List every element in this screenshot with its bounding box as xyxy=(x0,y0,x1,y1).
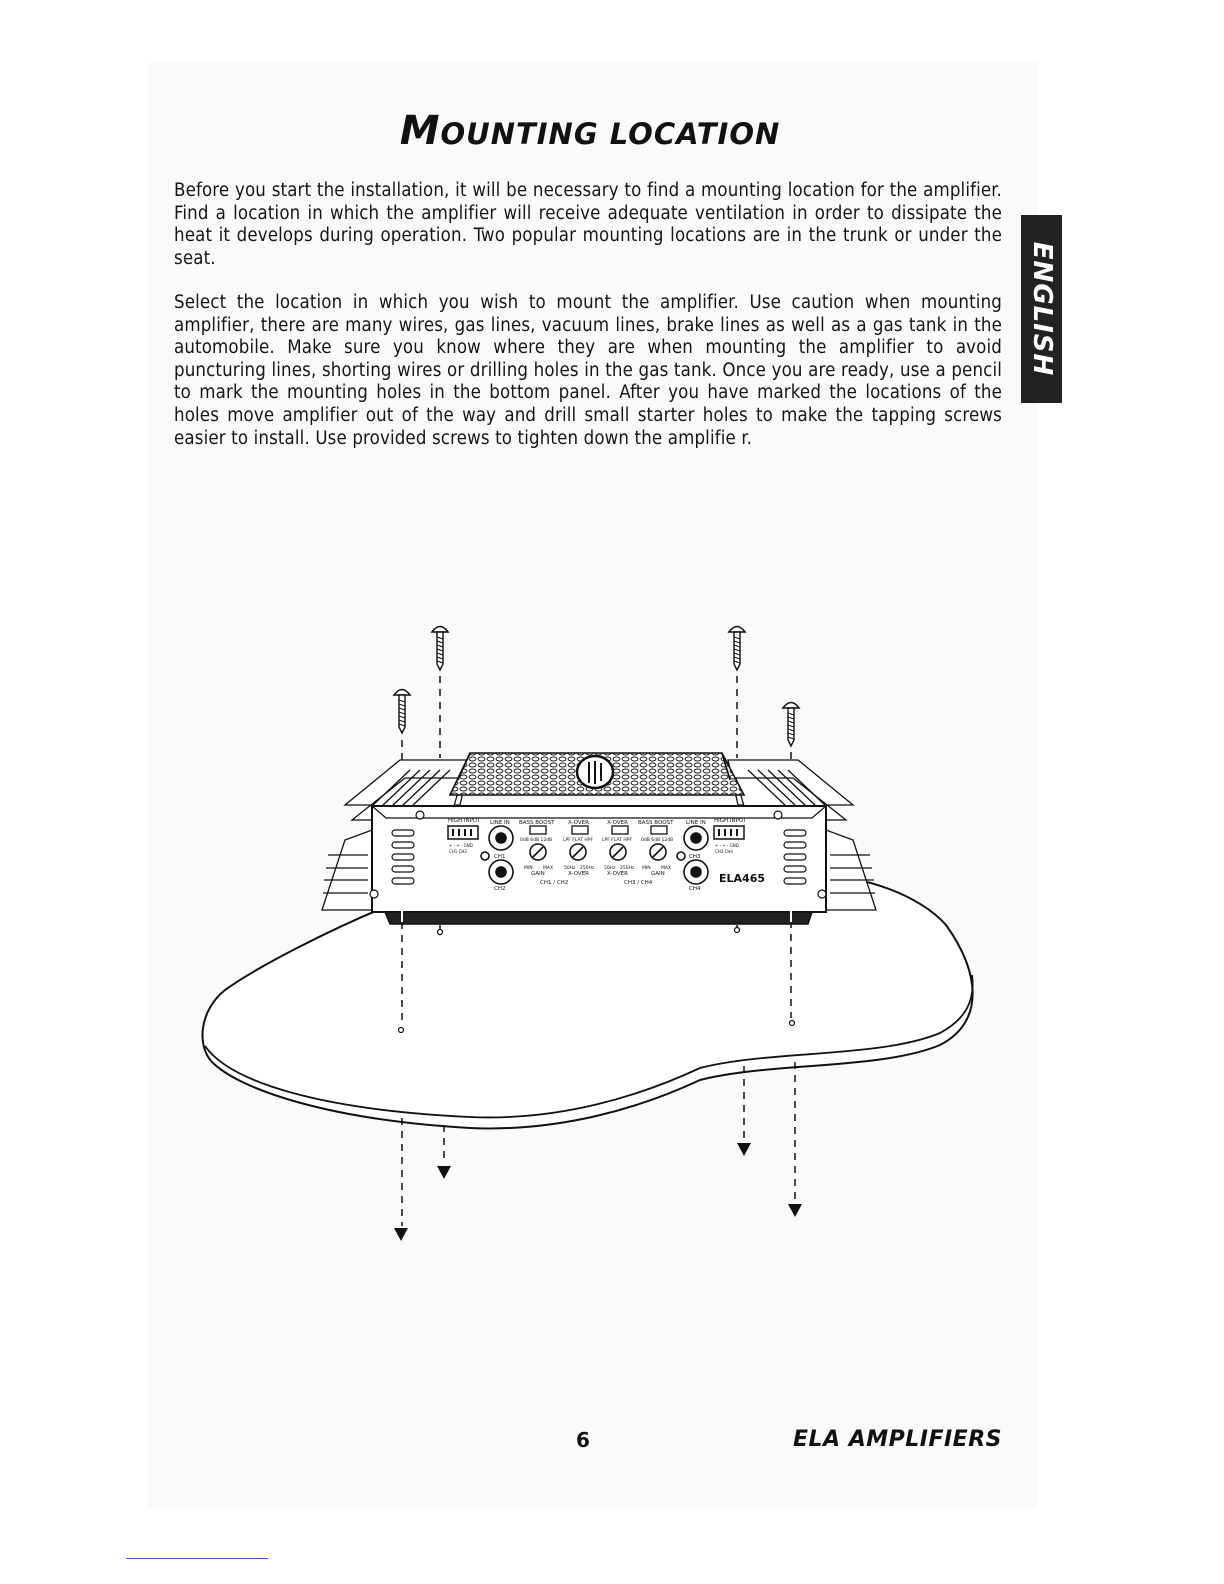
amp-base xyxy=(385,912,812,924)
intro-paragraph: Before you start the installation, it will be necessary to find a mounting location for the amplifier. Find a location in which the amplifier will receive adequate ventilation in order to dissipate the heat it develops during operation. Two popular mounting locations are in the trunk or under the seat. xyxy=(174,180,1002,269)
gain-label-left: GAIN xyxy=(531,871,545,877)
bass-boost-range-right: 0dB 6dB 12dB xyxy=(641,838,674,843)
underline-link-mark xyxy=(126,1558,268,1559)
high-input-label-right: HIGH INPUT xyxy=(714,818,747,824)
arrow-down-icon xyxy=(394,1228,408,1241)
arrow-down-icon xyxy=(437,1166,451,1179)
high-input-channels-left: CH1 CH2 xyxy=(449,849,467,854)
filter-modes-left: LPF FLAT HPF xyxy=(563,838,594,843)
xover-freq-low-right: 50Hz xyxy=(604,866,616,871)
bass-boost-label-right: BASS BOOST xyxy=(638,820,674,826)
gain-label-right: GAIN xyxy=(651,871,665,877)
ch34-group-label: CH3 / CH4 xyxy=(624,880,653,886)
page-title-initial: M xyxy=(399,108,441,154)
bass-boost-range-left: 0dB 6dB 12dB xyxy=(520,838,553,843)
filter-modes-right: LPF FLAT HPF xyxy=(602,838,633,843)
page-title-rest: OUNTING LOCATION xyxy=(440,117,781,151)
ch3-label: CH3 xyxy=(689,854,701,860)
ch1-label: CH1 xyxy=(494,854,506,860)
arrow-down-icon xyxy=(737,1143,751,1156)
xover-label-left: X-OVER xyxy=(568,820,589,826)
xover-knob-label-right: X-OVER xyxy=(607,871,628,877)
gain-max-right: MAX xyxy=(661,866,672,871)
line-in-label-right: LINE IN xyxy=(686,820,706,826)
xover-knob-label-left: X-OVER xyxy=(568,871,589,877)
ch12-group-label: CH1 / CH2 xyxy=(540,880,569,886)
screw-icon xyxy=(432,627,448,671)
screw-icon xyxy=(729,627,745,671)
ch4-label: CH4 xyxy=(689,886,701,892)
xover-freq-low-left: 50Hz xyxy=(564,866,576,871)
model-label: ELA465 xyxy=(719,872,765,885)
front-panel xyxy=(372,806,826,912)
high-input-terminals-right: + - + - GND xyxy=(715,843,739,848)
page-number: 6 xyxy=(576,1428,590,1452)
screw-icon xyxy=(394,690,410,734)
gain-min-left: MIN xyxy=(524,866,533,871)
xover-freq-high-left: 250Hz xyxy=(580,866,595,871)
amplifier xyxy=(322,753,876,924)
arrow-down-icon xyxy=(788,1204,802,1217)
screw-icon xyxy=(783,703,799,747)
line-in-label-left: LINE IN xyxy=(490,820,510,826)
gain-max-left: MAX xyxy=(543,866,554,871)
high-input-terminals-left: + - + - GND xyxy=(449,843,473,848)
xover-label-right: X-OVER xyxy=(607,820,628,826)
bass-boost-label-left: BASS BOOST xyxy=(519,820,555,826)
instructions-paragraph: Select the location in which you wish to mount the amplifier. Use caution when mounting amplifier, there are many wires, gas lines, vacuum lines, brake lines as well as a gas tank in the automobile. Make sure you know where they are when mounting the amplifier to avoid puncturing lines, shorting wires or drilling holes in the gas tank. Once you are ready, use a pencil to mark the mounting holes in the bottom panel. After you have marked the locations of the holes move amplifier out of the way and drill small starter holes to make the tapping screws easier to install. Use provided screws to tighten down the amplifie r. xyxy=(174,292,1002,449)
language-tab-label: ENGLISH xyxy=(1026,241,1057,377)
footer-brand: ELA AMPLIFIERS xyxy=(792,1427,1002,1452)
xover-freq-high-right: 250Hz xyxy=(620,866,635,871)
ch2-label: CH2 xyxy=(494,886,506,892)
high-input-channels-right: CH3 CH4 xyxy=(715,849,733,854)
gain-min-right: MIN xyxy=(642,866,651,871)
high-input-label-left: HIGH INPUT xyxy=(448,818,481,824)
